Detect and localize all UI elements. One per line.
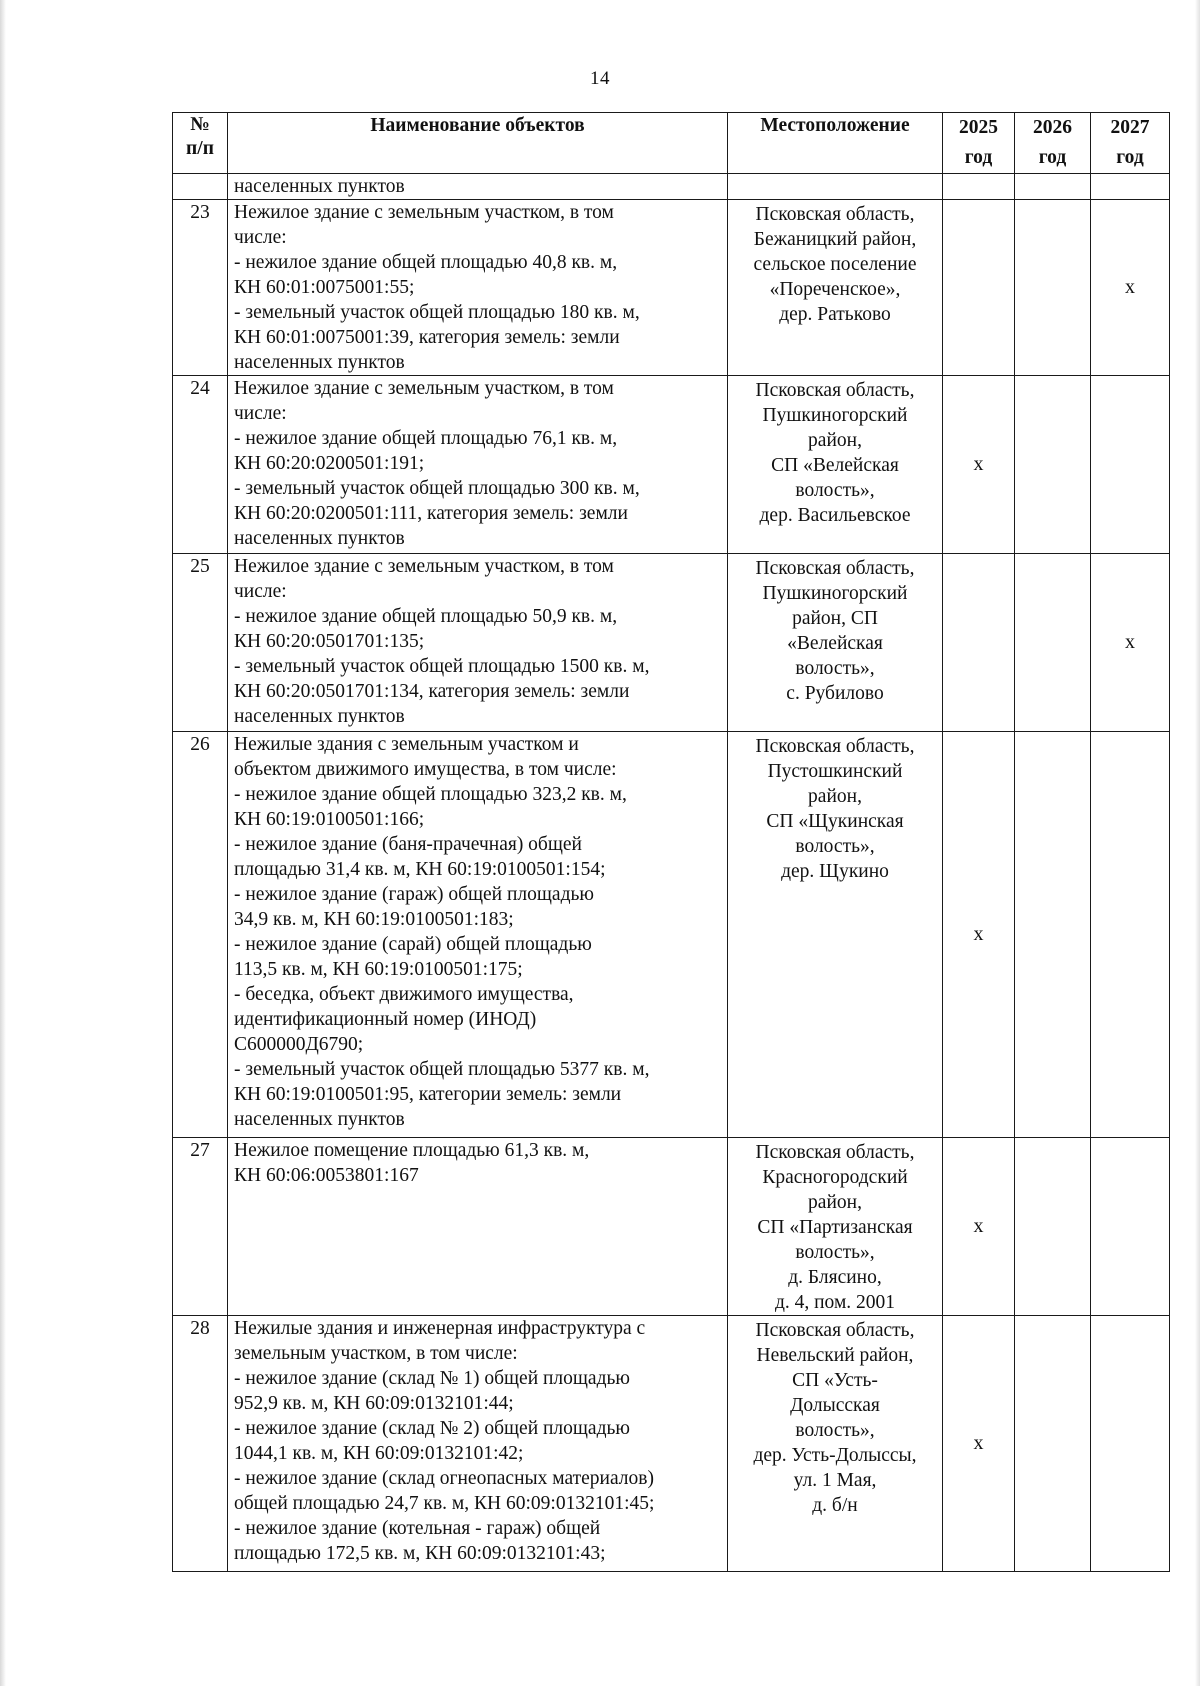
mark-2025 (943, 554, 1015, 732)
object-name-line: общей площадью 24,7 кв. м, КН 60:09:0132101:45; (234, 1493, 655, 1514)
continuation-2027 (1091, 174, 1170, 200)
mark-2027: x (1091, 554, 1170, 732)
object-name-line: населенных пунктов (234, 1109, 405, 1130)
header-2025-year: 2025 (959, 117, 998, 138)
object-location-line: д. Блясино, (788, 1267, 882, 1288)
table-header-row (173, 113, 1170, 174)
object-name (228, 554, 728, 732)
object-name-line: КН 60:20:0501701:135; (234, 631, 425, 652)
continuation-num (173, 174, 228, 200)
object-location-line: волость», (795, 480, 875, 501)
object-name-line: КН 60:20:0200501:111, категория земель: земли (234, 503, 628, 524)
header-location: Местоположение (728, 113, 943, 174)
object-name (228, 1316, 728, 1572)
header-name: Наименование объектов (228, 113, 728, 174)
object-name (228, 732, 728, 1138)
header-number-symbol: № (190, 114, 210, 135)
object-location-line: волость», (795, 836, 875, 857)
mark-2027 (1091, 1138, 1170, 1316)
continuation-row (173, 174, 1170, 200)
object-name-line: - земельный участок общей площадью 300 кв. м, (234, 478, 640, 499)
object-name-line: - нежилое здание (склад № 1) общей площадью (234, 1368, 630, 1389)
continuation-name: населенных пунктов (228, 174, 728, 200)
mark-2025: x (943, 1138, 1015, 1316)
object-location-line: Пушкиногорский (762, 405, 908, 426)
object-name-line: - земельный участок общей площадью 180 кв. м, (234, 302, 640, 323)
objects-table (172, 112, 1170, 1572)
row-number: 25 (173, 554, 228, 732)
row-number: 28 (173, 1316, 228, 1572)
continuation-location (728, 174, 943, 200)
object-location-line: д. 4, пом. 2001 (774, 1292, 896, 1313)
object-location-line: сельское поселение (753, 254, 917, 275)
object-name-line: Нежилые здания с земельным участком и (234, 734, 579, 755)
mark-2025: x (943, 732, 1015, 1138)
object-name-line: Нежилое здание с земельным участком, в том (234, 556, 614, 577)
object-name-line: числе: (234, 227, 287, 248)
object-name-line: - нежилое здание (баня-прачечная) общей (234, 834, 582, 855)
object-location (728, 1138, 943, 1316)
object-location-line: Псковская область, (755, 558, 915, 579)
object-location-line: «Пореченское», (769, 279, 901, 300)
object-name-line: - нежилое здание (сарай) общей площадью (234, 934, 592, 955)
object-name-line: КН 60:19:0100501:95, категории земель: земли (234, 1084, 622, 1105)
object-name-line: объектом движимого имущества, в том числе: (234, 759, 617, 780)
object-location-line: волость», (795, 1420, 875, 1441)
object-location-line: дер. Усть-Долыссы, (753, 1445, 917, 1466)
object-name-line: числе: (234, 403, 287, 424)
row-number: 24 (173, 376, 228, 554)
object-location-line: Псковская область, (755, 1142, 915, 1163)
table-body (173, 174, 1170, 1572)
row-number: 26 (173, 732, 228, 1138)
object-location-line: Пушкиногорский (762, 583, 908, 604)
scan-edge-left (0, 0, 6, 1686)
object-name-line: - нежилое здание (гараж) общей площадью (234, 884, 594, 905)
object-location-line: район, (808, 786, 862, 807)
object-name-line: КН 60:01:0075001:39, категория земель: земли (234, 327, 620, 348)
object-location-line: дер. Васильевское (759, 505, 911, 526)
mark-2025 (943, 200, 1015, 376)
header-2027 (1091, 113, 1170, 174)
object-name-line: Нежилое помещение площадью 61,3 кв. м, (234, 1140, 590, 1161)
object-location (728, 1316, 943, 1572)
mark-2026 (1015, 732, 1091, 1138)
row-number: 23 (173, 200, 228, 376)
header-2025-word: год (964, 147, 993, 168)
mark-2026 (1015, 200, 1091, 376)
header-number (173, 113, 228, 174)
object-location-line: Пустошкинский (767, 761, 903, 782)
object-name-line: КН 60:20:0501701:134, категория земель: земли (234, 681, 630, 702)
continuation-2025 (943, 174, 1015, 200)
object-name-line: Нежилое здание с земельным участком, в том (234, 202, 614, 223)
object-location-line: район, (808, 430, 862, 451)
scan-edge-right (1195, 0, 1200, 1686)
object-location-line: ул. 1 Мая, (793, 1470, 877, 1491)
object-location (728, 200, 943, 376)
table-row (173, 376, 1170, 554)
object-location-line: волость», (795, 1242, 875, 1263)
object-location-line: Псковская область, (755, 380, 915, 401)
continuation-2026 (1015, 174, 1091, 200)
header-2027-year: 2027 (1110, 117, 1150, 138)
object-name-line: Нежилые здания и инженерная инфраструктура с (234, 1318, 646, 1339)
mark-2026 (1015, 1316, 1091, 1572)
object-name-line: - нежилое здание (котельная - гараж) общей (234, 1518, 601, 1539)
mark-2027 (1091, 1316, 1170, 1572)
object-name (228, 1138, 728, 1316)
object-name-line: - нежилое здание (склад № 2) общей площадью (234, 1418, 630, 1439)
object-location-line: Красногородский (762, 1167, 908, 1188)
mark-2027 (1091, 732, 1170, 1138)
object-location-line: дер. Щукино (781, 861, 889, 882)
object-name-line: 34,9 кв. м, КН 60:19:0100501:183; (234, 909, 514, 930)
mark-2025: x (943, 1316, 1015, 1572)
header-2025 (943, 113, 1015, 174)
object-name-line: КН 60:06:0053801:167 (234, 1165, 419, 1186)
object-name-line: идентификационный номер (ИНОД) (234, 1009, 537, 1030)
object-name-line: КН 60:19:0100501:166; (234, 809, 425, 830)
object-name-line: - беседка, объект движимого имущества, (234, 984, 574, 1005)
object-location-line: с. Рубилово (786, 683, 884, 704)
table-row (173, 1138, 1170, 1316)
table-row (173, 732, 1170, 1138)
object-name-line: земельным участком, в том числе: (234, 1343, 518, 1364)
mark-2027 (1091, 376, 1170, 554)
header-2026-word: год (1038, 147, 1067, 168)
header-number-pp: п/п (186, 138, 214, 159)
object-location-line: волость», (795, 658, 875, 679)
object-location-line: район, СП (792, 608, 878, 629)
object-location-line: Долысская (790, 1395, 880, 1416)
mark-2026 (1015, 554, 1091, 732)
object-name-line: Нежилое здание с земельным участком, в том (234, 378, 614, 399)
header-2026-year: 2026 (1033, 117, 1072, 138)
object-name-line: - нежилое здание общей площадью 40,8 кв. м, (234, 252, 618, 273)
object-name-line: - нежилое здание (склад огнеопасных материалов) (234, 1468, 654, 1489)
object-location-line: СП «Партизанская (757, 1217, 913, 1238)
object-name (228, 376, 728, 554)
object-name-line: числе: (234, 581, 287, 602)
object-name-line: - нежилое здание общей площадью 50,9 кв. м, (234, 606, 618, 627)
object-name (228, 200, 728, 376)
mark-2027: x (1091, 200, 1170, 376)
object-location-line: район, (808, 1192, 862, 1213)
object-name-line: 952,9 кв. м, КН 60:09:0132101:44; (234, 1393, 514, 1414)
object-name-line: С600000Д6790; (234, 1034, 364, 1055)
object-name-line: 1044,1 кв. м, КН 60:09:0132101:42; (234, 1443, 524, 1464)
object-location-line: Бежаницкий район, (753, 229, 917, 250)
mark-2025: x (943, 376, 1015, 554)
header-2026 (1015, 113, 1091, 174)
object-location-line: «Велейская (787, 633, 883, 654)
object-name-line: КН 60:01:0075001:55; (234, 277, 415, 298)
object-name-line: - земельный участок общей площадью 1500 кв. м, (234, 656, 650, 677)
object-name-line: населенных пунктов (234, 706, 405, 727)
object-location (728, 376, 943, 554)
row-number: 27 (173, 1138, 228, 1316)
mark-2026 (1015, 1138, 1091, 1316)
object-name-line: - нежилое здание общей площадью 76,1 кв. м, (234, 428, 618, 449)
header-2027-word: год (1116, 147, 1144, 168)
object-location-line: СП «Велейская (771, 455, 899, 476)
table-row (173, 554, 1170, 732)
object-name-line: - земельный участок общей площадью 5377 кв. м, (234, 1059, 650, 1080)
object-name-line: 113,5 кв. м, КН 60:19:0100501:175; (234, 959, 523, 980)
object-location (728, 732, 943, 1138)
object-name-line: населенных пунктов (234, 528, 405, 549)
table-row (173, 1316, 1170, 1572)
object-location-line: СП «Усть- (792, 1370, 878, 1391)
table-row (173, 200, 1170, 376)
object-location (728, 554, 943, 732)
object-location-line: Псковская область, (755, 1320, 915, 1341)
object-location-line: Псковская область, (755, 736, 915, 757)
object-location-line: д. б/н (812, 1495, 858, 1516)
object-name-line: площадью 172,5 кв. м, КН 60:09:0132101:43; (234, 1543, 606, 1564)
object-location-line: Псковская область, (755, 204, 915, 225)
object-location-line: Невельский район, (756, 1345, 914, 1366)
object-name-line: - нежилое здание общей площадью 323,2 кв. м, (234, 784, 627, 805)
object-location-line: СП «Щукинская (766, 811, 904, 832)
page-number: 14 (590, 68, 610, 89)
object-location-line: дер. Ратьково (779, 304, 891, 325)
mark-2026 (1015, 376, 1091, 554)
object-name-line: площадью 31,4 кв. м, КН 60:19:0100501:154; (234, 859, 606, 880)
object-name-line: населенных пунктов (234, 352, 405, 373)
object-name-line: КН 60:20:0200501:191; (234, 453, 425, 474)
